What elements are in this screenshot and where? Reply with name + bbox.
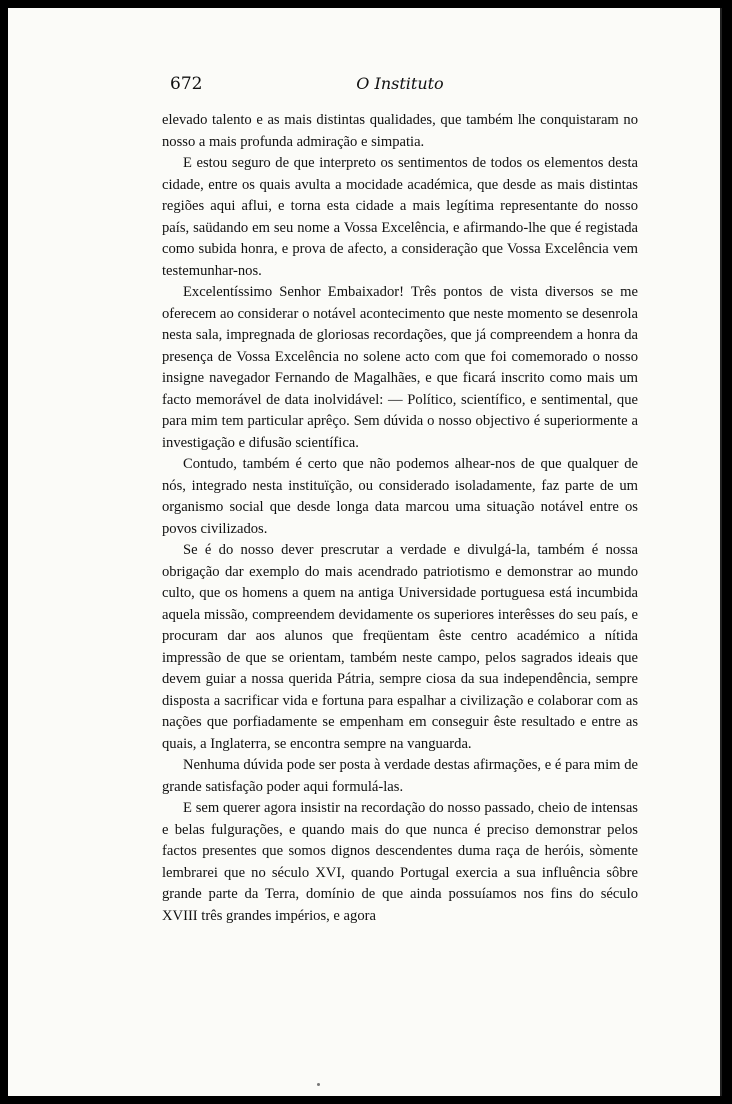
paragraph: Se é do nosso dever prescrutar a verdade e divulgá-la, também é nossa obrigação dar exemplo do mais acendrado patriotismo e demonstrar ao mundo culto, que os homens a quem na antiga Universidade portuguesa está incumbida aquela missão, compreendem devidamente os superiores interêsses do seu país, e procuram dar aos alunos que freqüentam êste centro académico a nítida impressão de que se orientam, também neste campo, pelos sagrados ideais que devem guiar a nossa querida Pátria, sempre ciosa da sua independência, sempre disposta a sacrificar vida e fortuna para espalhar a civilização e colaborar com as nações que porfiadamente se empenham em conseguir êste resultado e entre as quais, a Inglaterra, se encontra sempre na vanguarda. [162, 542, 638, 752]
page-header [162, 74, 638, 96]
body-text [162, 110, 638, 927]
page-number: 672 [170, 74, 203, 94]
paragraph: Excelentíssimo Senhor Embaixador! Três pontos de vista diversos se me oferecem ao considerar o notável acontecimento que neste momento se desenrola nesta sala, impregnada de gloriosas recordações, que já compreendem a honra da presença de Vossa Excelência no solene acto com que foi comemorado o nosso insigne navegador Fernando de Magalhães, e que ficará inscrito como mais um facto memorável de data inolvidável: — Político, scientífico, e sentimental, que para mim tem particular aprêço. Sem dúvida o nosso objectivo é superiormente a investigação e difusão scientífica. [162, 284, 638, 451]
paragraph: E estou seguro de que interpreto os sentimentos de todos os elementos desta cidade, entre os quais avulta a mocidade académica, que desde as mais distintas regiões aqui aflui, e torna esta cidade a mais legítima representante do nosso país, saüdando em seu nome a Vossa Excelência, e afirmando-lhe que é registada como subida honra, e prova de afecto, a consideração que Vossa Excelência vem testemunhar-nos. [162, 155, 638, 279]
running-title: O Instituto [356, 74, 444, 93]
document-page [8, 8, 722, 1096]
paragraph: Contudo, também é certo que não podemos alhear-nos de que qualquer de nós, integrado nesta instituïção, ou considerado isoladamente, faz parte de um organismo social que desde longa data marcou uma situação notável entre os povos civilizados. [162, 456, 638, 537]
print-speck [317, 1083, 320, 1086]
paragraph: Nenhuma dúvida pode ser posta à verdade destas afirmações, e é para mim de grande satisfação poder aqui formulá-las. [162, 757, 638, 795]
paragraph: E sem querer agora insistir na recordação do nosso passado, cheio de intensas e belas fulgurações, e quando mais do que nunca é preciso demonstrar pelos factos presentes que somos dignos descendentes duma raça de heróis, sòmente lembrarei que no século XVI, quando Portugal exercia a sua influência sôbre grande parte da Terra, domínio de que ainda possuíamos nos fins do século XVIII três grandes impérios, e agora [162, 800, 638, 924]
paragraph: elevado talento e as mais distintas qualidades, que também lhe conquistaram no nosso a mais profunda admiração e simpatia. [162, 112, 638, 150]
